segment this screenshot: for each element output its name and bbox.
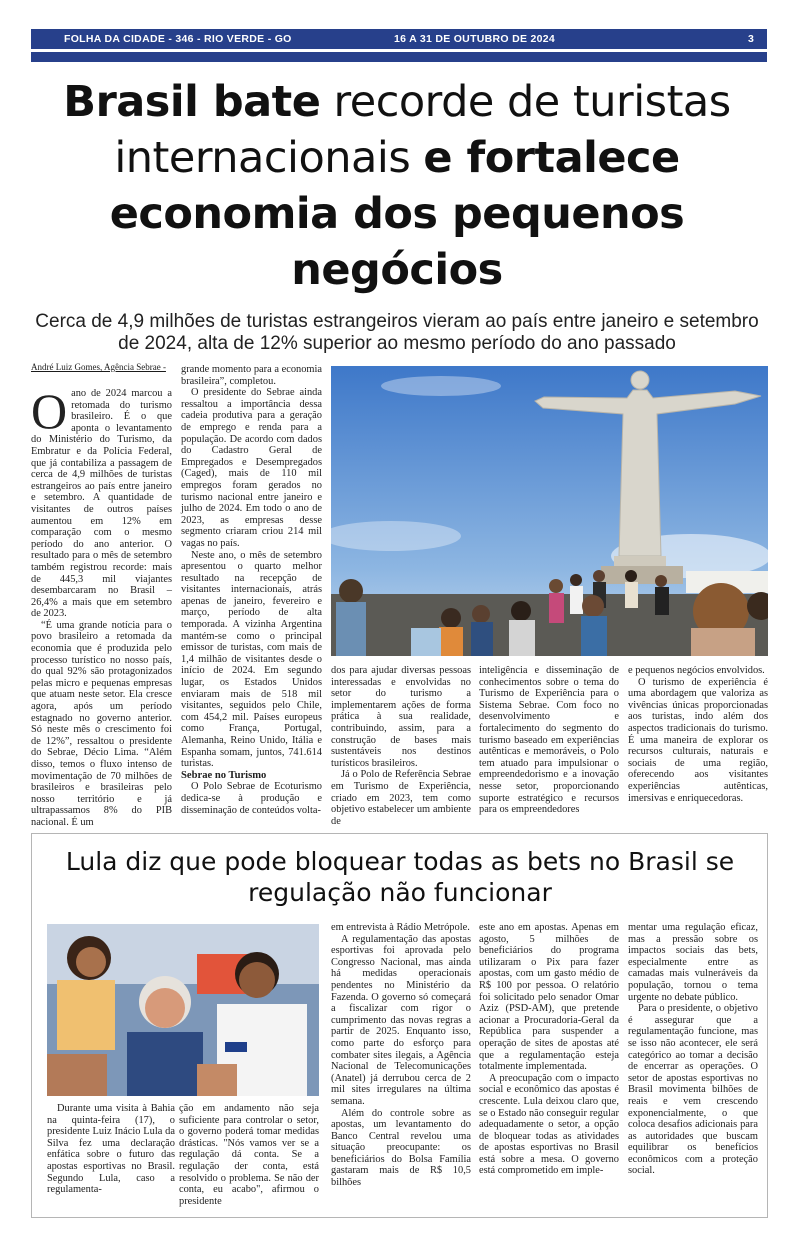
paragraph: A preocupação com o impacto social e econômico das apostas é crescente. Lula deixou claro que, se o Estado não conseguir regular adequadamente o setor, a opção de bloquear todas as atividades de apostas esportivas no Brasil está sobre a mesa. O governo está comprometido em imple- <box>479 1072 619 1177</box>
article1-headline <box>20 74 774 298</box>
paragraph: Além do controle sobre as apostas, um levantamento do Banco Central revelou uma situação preocupante: os beneficiários do Bolsa Família gastaram mais de R$ 10,5 bilhões <box>331 1107 471 1189</box>
article2-column-4 <box>479 922 619 1177</box>
article2-column-2 <box>179 1103 319 1207</box>
article2-headline: Lula diz que pode bloquear todas as bets no Brasil se regulação não funcionar <box>65 847 735 907</box>
paragraph: “É uma grande notícia para o povo brasileiro a retomada da economia que é produzida pelo processo turístico no nosso país, do qual 92% são protagonizados pelas micro e pequenas empresas que atuam neste setor. Ela cresce agora, após um período estagnado no governo anterior. Só neste mês o crescimento foi de 12%”, ressaltou o presidente do Sebrae, Décio Lima. “Além disso, temos o fluxo intenso de movimentação de 70 milhões de brasileiros e brasileiras pelo nosso território e já ultrapassamos 8% do PIB nacional. É um <box>31 619 172 828</box>
paragraph: Para o presidente, o objetivo é assegurar que a regulamentação funcione, mas se isso não acontecer, ele será categórico ao tomar a decisão de encerrar as operações. O setor de apostas esportivas no Brasil movimenta bilhões de reais e vem crescendo exponencialmente, o que coloca desafios adicionais para as autoridades que buscam equilibrar os benefícios econômicos com a proteção social. <box>628 1003 758 1177</box>
headline-light-part: recorde de turistas internacionais <box>114 77 731 183</box>
paragraph: ano de 2024 marcou a retomada do turismo brasileiro. É o que aponta o levantamento do Ministério do Turismo, da Embratur e da Polícia Federal, que já contabiliza a passagem de cerca de 4,9 milhões de turistas estrangeiros ao país entre janeiro e setembro. A quantidade de visitantes de outros países aumentou em 12% em comparação com o mesmo período do ano anterior. O resultado para o mês de setembro também registrou recorde: mais de 445,3 mil viajantes desembarcaram no Brasil – 26,4% a mais que em setembro de 2023. <box>31 388 172 620</box>
paragraph: e pequenos negócios envolvidos. <box>628 665 765 676</box>
paragraph: dos para ajudar diversas pessoas interessadas e envolvidas no setor do turismo a implementarem ações de forma prática à sua realidade, contribuindo, assim, para a construção de bases mais sustentáveis nos destinos turísticos brasileiros. <box>331 665 471 769</box>
paragraph: Durante uma visita à Bahia na quinta-feira (17), o presidente Luiz Inácio Lula da Silva fez uma declaração enfática sobre o futuro das apostas esportivas no Brasil. Segundo Lula, caso a regulamenta- <box>47 1103 175 1196</box>
paragraph: inteligência e disseminação de conhecimentos sobre o tema do Turismo de Experiência para o Sistema Sebrae. Com foco no desenvolvimento e fortalecimento do segmento do turismo baseado em experiências autênticas e memoráveis, o Polo tem atuado para impulsionar o empreendedorismo e a inovação nesse setor, proporcionando suporte estratégico e recursos para os empreendedores <box>479 665 619 816</box>
byline: André Luiz Gomes, Agência Sebrae - <box>31 362 166 372</box>
paragraph: grande momento para a economia brasileira”, completou. <box>181 364 322 387</box>
lula-photo <box>47 924 319 1096</box>
headline-bold-part-2: e fortalece economia dos pequenos negócios <box>109 133 685 295</box>
paragraph: O presidente do Sebrae ainda ressaltou a importância dessa cadeia produtiva para a geração de emprego e renda para a população. De acordo com dados do Cadastro Geral de Empregados e Desempregados (Caged), mais de 110 mil empregos foram gerados no turismo nacional entre janeiro e julho de 2024. Em todo o ano de 2023, as empresas desse segmento criaram criou 214 mil vagas no país. <box>181 387 322 549</box>
article2-column-1 <box>47 1103 175 1196</box>
article1-column-5 <box>628 665 768 804</box>
publication-info: FOLHA DA CIDADE - 346 - RIO VERDE - GO <box>64 33 292 45</box>
paragraph: Já o Polo de Referência Sebrae em Turismo de Experiência, criado em 2023, tem como objetivo estabelecer um ambiente de <box>331 769 471 827</box>
christ-the-redeemer-photo <box>331 366 768 656</box>
paragraph: O turismo de experiência é uma abordagem que valoriza as vivências únicas proporcionadas aos turistas, indo além dos aspectos tradicionais do turismo. É uma maneira de explorar os recursos culturais, naturais e sociais de uma região, oferecendo aos visitantes experiências autênticas, imersivas e enriquecedoras. <box>628 676 768 804</box>
article2-column-3 <box>331 922 471 1189</box>
page-header-bar <box>31 29 767 49</box>
paragraph: em entrevista à Rádio Metrópole. <box>331 922 470 933</box>
article1-subheadline: Cerca de 4,9 milhões de turistas estrangeiros vieram ao país entre janeiro e setembro de 2024, alta de 12% superior ao mesmo período do ano passado <box>35 311 759 354</box>
article1-column-1 <box>31 383 172 829</box>
section-heading: Sebrae no Turismo <box>181 769 267 781</box>
article2-column-5 <box>628 922 758 1177</box>
dropcap: O <box>31 383 68 439</box>
headline-bold-part-1: Brasil bate <box>63 77 321 127</box>
paragraph: este ano em apostas. Apenas em agosto, 5 milhões de beneficiários do programa utilizaram o Pix para fazer apostas, com um gasto médio de R$ 100 por pessoa. O relatório foi solicitado pelo senador Omar Aziz (PSD-AM), que pretende acionar a Procuradoria-Geral da República para suspender a operação de sites de apostas até que a regulamentação esteja totalmente implementada. <box>479 922 619 1073</box>
issue-date: 16 A 31 DE OUTUBRO DE 2024 <box>394 33 556 45</box>
page-number: 3 <box>748 33 755 45</box>
article1-column-4 <box>479 665 619 816</box>
paragraph: mentar uma regulação eficaz, mas a pressão sobre os impactos sociais das bets, especialmente entre as camadas mais vulneráveis da população, tornou o tema urgente no debate público. <box>628 922 758 1003</box>
article1-column-2 <box>181 364 322 816</box>
article1-column-3 <box>331 665 471 827</box>
paragraph: ção em andamento não seja suficiente para controlar o setor, o governo poderá tomar medidas drásticas. "Nós vamos ver se a regulação dá conta. Se a regulação der conta, está resolvido o problema. Se não der conta, eu acabo", afirmou o presidente <box>179 1103 319 1207</box>
paragraph: Neste ano, o mês de setembro apresentou o quarto melhor resultado na recepção de visitantes internacionais, atrás apenas de janeiro, fevereiro e março, período de alta temporada. A vizinha Argentina mantém-se como o principal emissor de turistas, com mais de 1,4 milhão de visitantes desde o início de 2024. Em segundo lugar, os Estados Unidos enviaram mais de 518 mil visitantes, seguidos pelo Chile, com 454,2 mil. Países europeus como França, Portugal, Alemanha, Reino Unido, Itália e Espanha somam, juntos, 741.614 turistas. <box>181 549 322 770</box>
paragraph: A regulamentação das apostas esportivas foi aprovada pelo Congresso Nacional, mas ainda há medidas operacionais pendentes no Ministério da Fazenda. O governo só começará a fiscalizar com rigor o cumprimento das novas regras a partir de 2025. Enquanto isso, como parte do esforço para combater sites ilegais, a Agência Nacional de Telecomunicações (Anatel) já derrubou cerca de 2 mil sites irregulares na última semana. <box>331 933 471 1107</box>
header-rule <box>31 52 767 62</box>
paragraph: O Polo Sebrae de Ecoturismo dedica-se à produção e disseminação de conteúdos volta- <box>181 781 322 816</box>
